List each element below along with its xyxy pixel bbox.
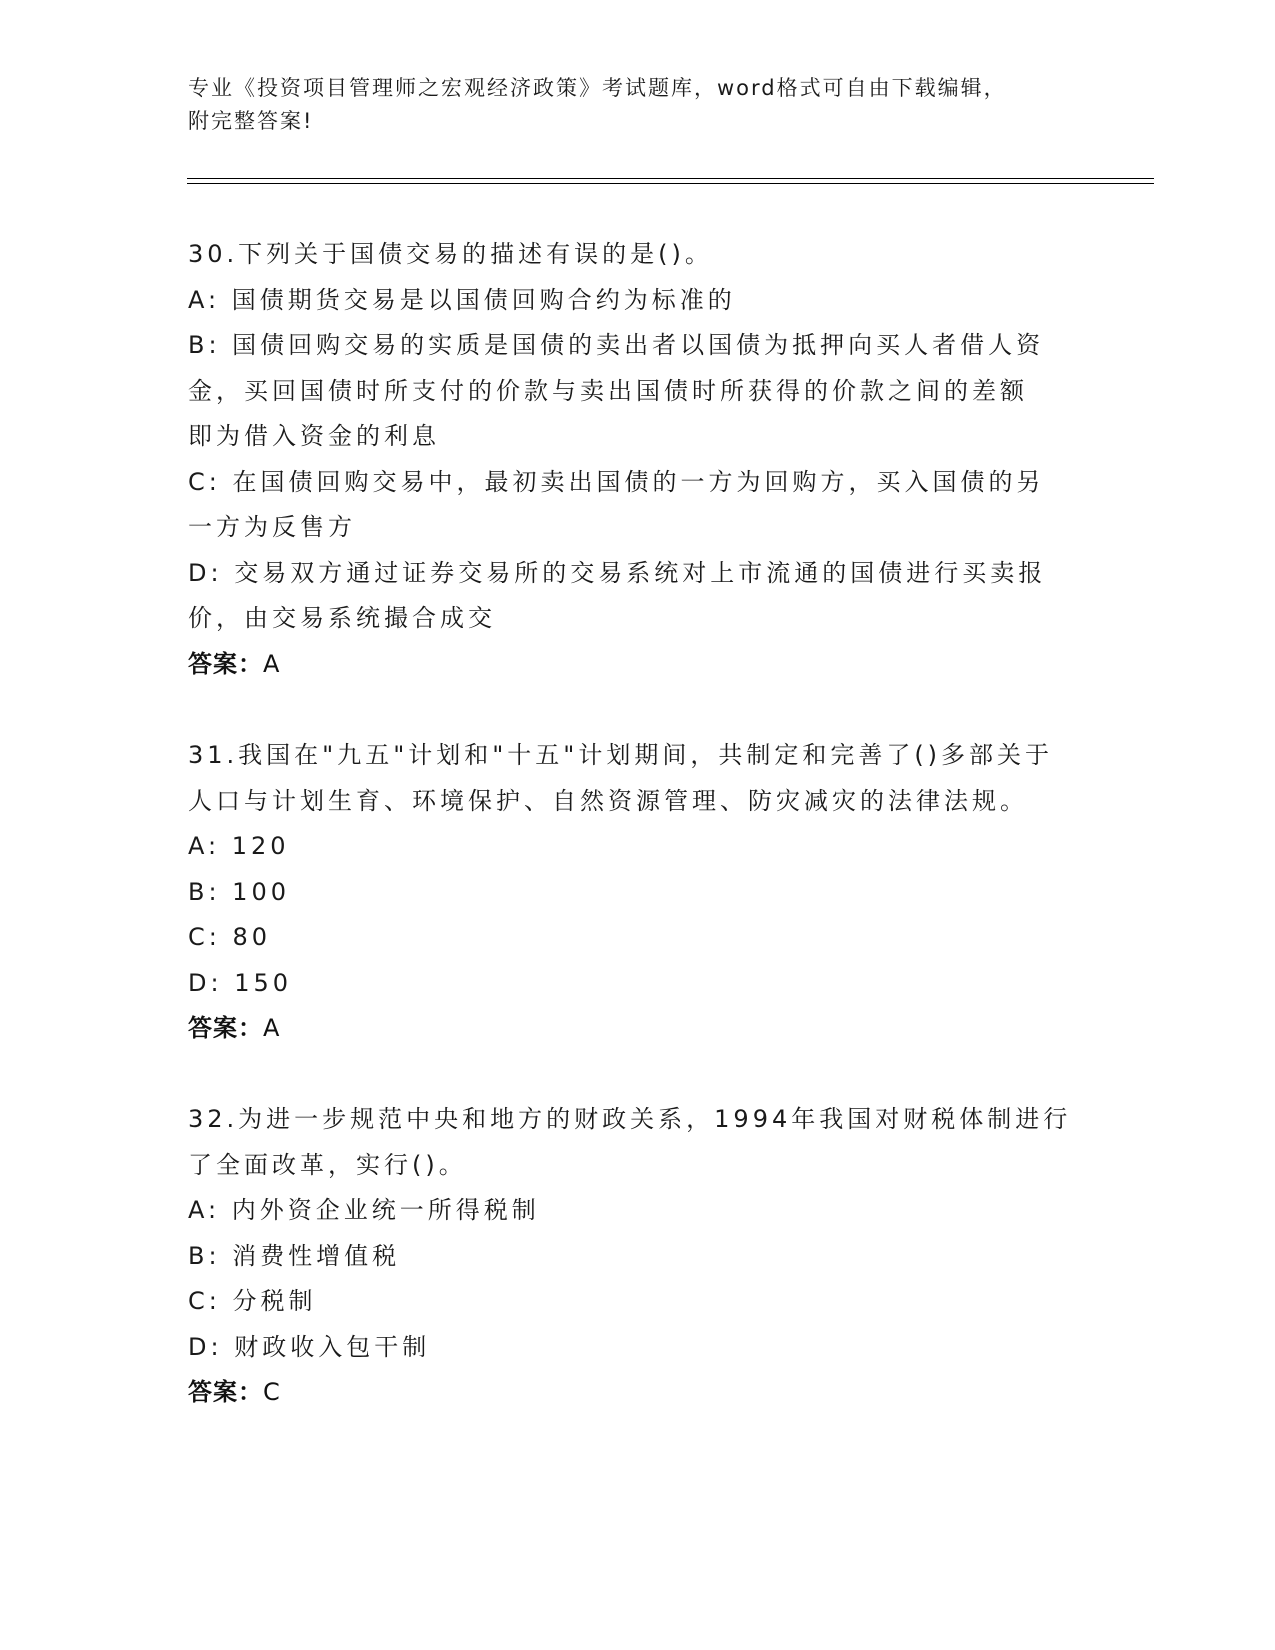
option-a: A: 国债期货交易是以国债回购合约为标准的 (188, 285, 736, 314)
answer-line (188, 1370, 1088, 1416)
option-c: C: 80 (188, 923, 272, 951)
question-stem-continued: 了全面改革，实行()。 (188, 1150, 467, 1179)
answer-value: A (263, 1014, 280, 1042)
question-stem: 31.我国在"九五"计划和"十五"计划期间，共制定和完善了()多部关于 (188, 741, 1054, 769)
option-a: A: 内外资企业统一所得税制 (188, 1196, 540, 1224)
answer-value: C (263, 1378, 280, 1406)
document-header (188, 72, 1068, 138)
option-c: C: 在国债回购交易中，最初卖出国债的一方为回购方，买入国债的另 (188, 467, 1045, 496)
header-line-2: 附完整答案! (188, 109, 314, 133)
option-d: D: 交易双方通过证券交易所的交易系统对上市流通的国债进行买卖报 (188, 558, 1047, 587)
option-b: B: 100 (188, 877, 290, 906)
option-a: A: 120 (188, 832, 290, 860)
question-31 (188, 733, 1088, 1052)
answer-line (188, 1006, 1088, 1052)
question-stem: 32.为进一步规范中央和地方的财政关系，1994年我国对财税体制进行 (188, 1105, 1072, 1133)
header-line-1: 专业《投资项目管理师之宏观经济政策》考试题库，word格式可自由下载编辑， (188, 76, 1007, 100)
answer-value: A (263, 649, 280, 678)
header-divider-bottom (187, 183, 1154, 184)
option-b: B: 消费性增值税 (188, 1241, 401, 1270)
question-stem: 30.下列关于国债交易的描述有误的是()。 (188, 240, 713, 268)
option-d: D: 150 (188, 968, 293, 997)
header-divider-top (187, 178, 1154, 179)
answer-label: 答案： (188, 649, 263, 678)
option-d: D: 财政收入包干制 (188, 1332, 431, 1361)
answer-label: 答案： (188, 1378, 263, 1406)
question-30 (188, 232, 1088, 687)
option-c-continued: 一方为反售方 (188, 513, 356, 541)
answer-label: 答案： (188, 1014, 263, 1042)
option-b: B: 国债回购交易的实质是国债的卖出者以国债为抵押向买人者借人资 (188, 331, 1045, 359)
question-32 (188, 1097, 1088, 1416)
option-b-continued: 即为借入资金的利息 (188, 422, 440, 450)
question-stem-continued: 人口与计划生育、环境保护、自然资源管理、防灾减灾的法律法规。 (188, 786, 1028, 815)
option-b-continued: 金，买回国债时所支付的价款与卖出国债时所获得的价款之间的差额 (188, 376, 1028, 405)
option-d-continued: 价，由交易系统撮合成交 (188, 604, 496, 632)
answer-line (188, 642, 1088, 688)
option-c: C: 分税制 (188, 1287, 317, 1315)
